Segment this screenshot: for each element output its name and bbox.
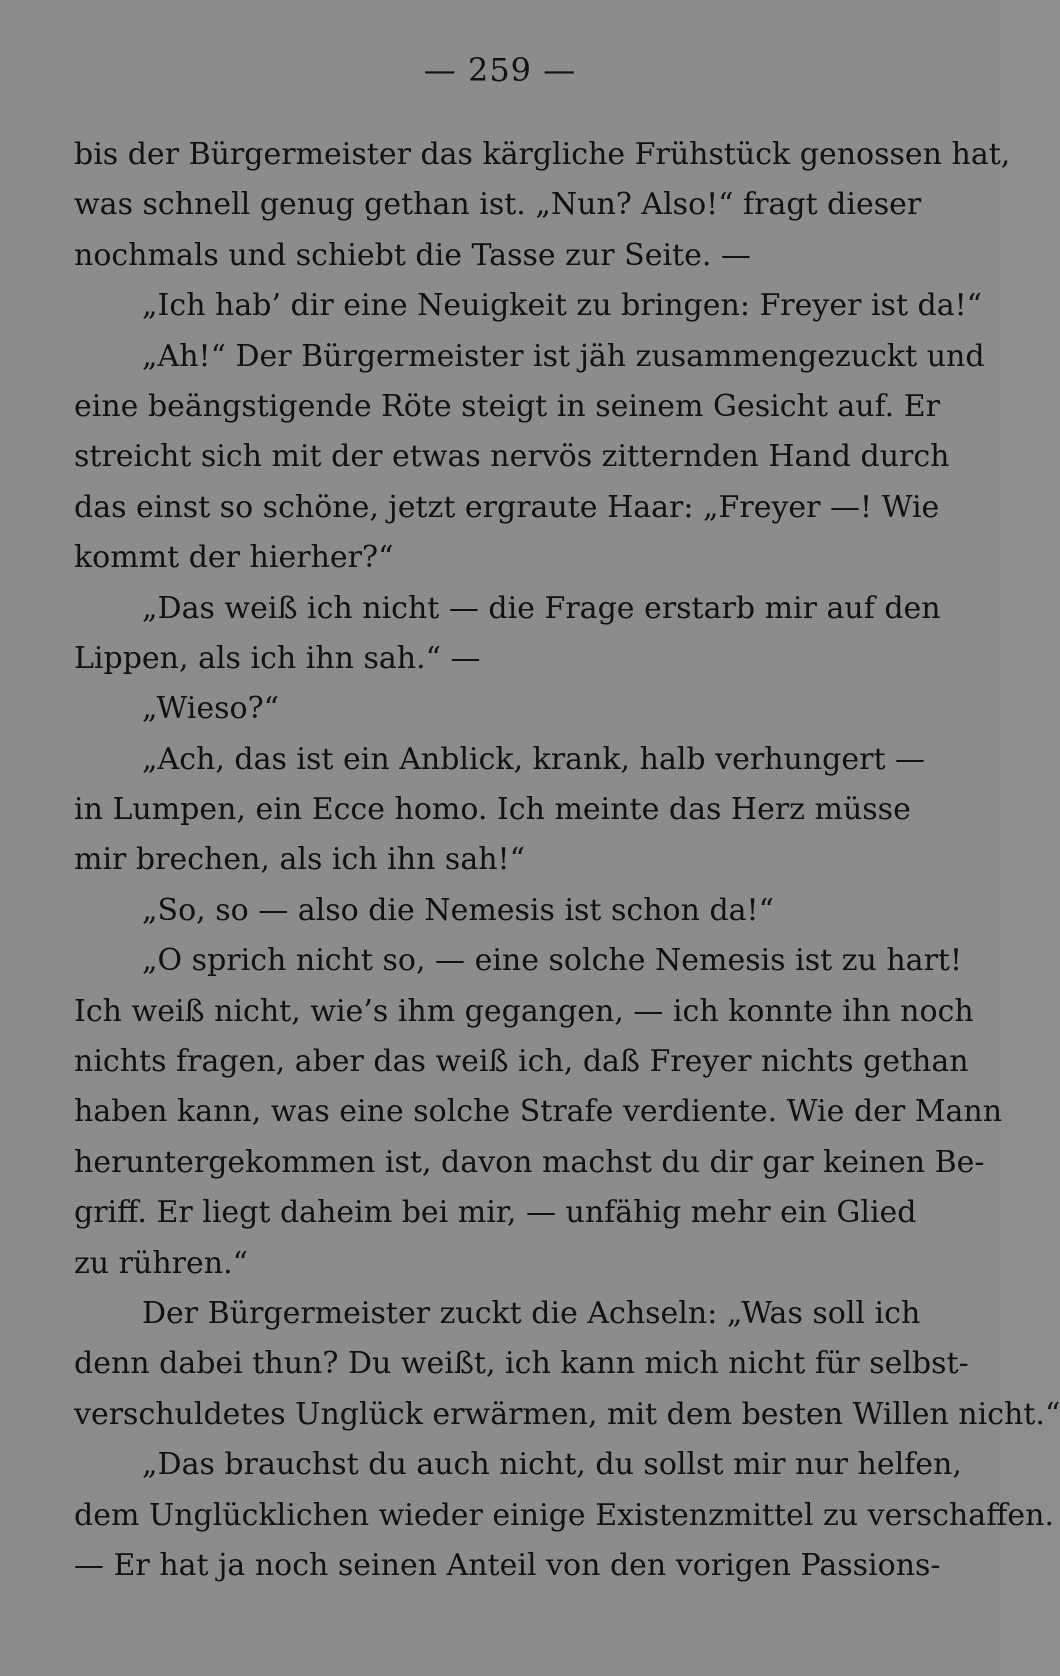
text-line: „Ich hab’ dir eine Neuigkeit zu bringen: Freyer ist da!“: [142, 288, 983, 324]
text-line: — Er hat ja noch seinen Anteil von den vorigen Passions-: [74, 1547, 941, 1583]
text-line: „Ah!“ Der Bürgermeister ist jäh zusammengezuckt und: [142, 338, 985, 374]
text-line: „Wieso?“: [142, 691, 280, 727]
page-number: — 259 —: [423, 51, 577, 89]
body-text: [74, 130, 1060, 1591]
text-line: „Das brauchst du auch nicht, du sollst mir nur helfen,: [142, 1447, 962, 1483]
text-line: heruntergekommen ist, davon machst du dir gar keinen Be-: [74, 1144, 985, 1180]
text-line: in Lumpen, ein Ecce homo. Ich meinte das Herz müsse: [74, 792, 911, 828]
text-line: was schnell genug gethan ist. „Nun? Also!“ fragt dieser: [74, 187, 922, 223]
text-line: „Ach, das ist ein Anblick, krank, halb verhungert —: [142, 741, 926, 777]
text-line: verschuldetes Unglück erwärmen, mit dem besten Willen nicht.“: [74, 1396, 1060, 1432]
text-line: dem Unglücklichen wieder einige Existenzmittel zu verschaffen.: [74, 1497, 1055, 1533]
text-line: Lippen, als ich ihn sah.“ —: [74, 640, 481, 676]
text-line: nichts fragen, aber das weiß ich, daß Freyer nichts gethan: [74, 1044, 969, 1080]
text-line: Ich weiß nicht, wie’s ihm gegangen, — ich konnte ihn noch: [74, 993, 974, 1029]
text-line: zu rühren.“: [74, 1245, 248, 1281]
text-line: eine beängstigende Röte steigt in seinem Gesicht auf. Er: [74, 388, 940, 424]
text-line: nochmals und schiebt die Tasse zur Seite. —: [74, 237, 751, 273]
text-line: Der Bürgermeister zuckt die Achseln: „Was soll ich: [142, 1295, 921, 1331]
text-line: das einst so schöne, jetzt ergraute Haar: „Freyer —! Wie: [74, 489, 940, 525]
text-line: haben kann, was eine solche Strafe verdiente. Wie der Mann: [74, 1094, 1003, 1130]
text-line: „Das weiß ich nicht — die Frage erstarb mir auf den: [142, 590, 941, 626]
text-line: „O sprich nicht so, — eine solche Nemesis ist zu hart!: [142, 943, 963, 979]
text-line: „So, so — also die Nemesis ist schon da!“: [142, 892, 774, 928]
text-line: denn dabei thun? Du weißt, ich kann mich nicht für selbst-: [74, 1346, 969, 1382]
text-line: kommt der hierher?“: [74, 540, 394, 576]
text-line: bis der Bürgermeister das kärgliche Frühstück genossen hat,: [74, 137, 1011, 172]
text-line: streicht sich mit der etwas nervös zitternden Hand durch: [74, 439, 950, 475]
text-line: griff. Er liegt daheim bei mir, — unfähig mehr ein Glied: [74, 1195, 917, 1231]
text-line: mir brechen, als ich ihn sah!“: [74, 842, 525, 878]
